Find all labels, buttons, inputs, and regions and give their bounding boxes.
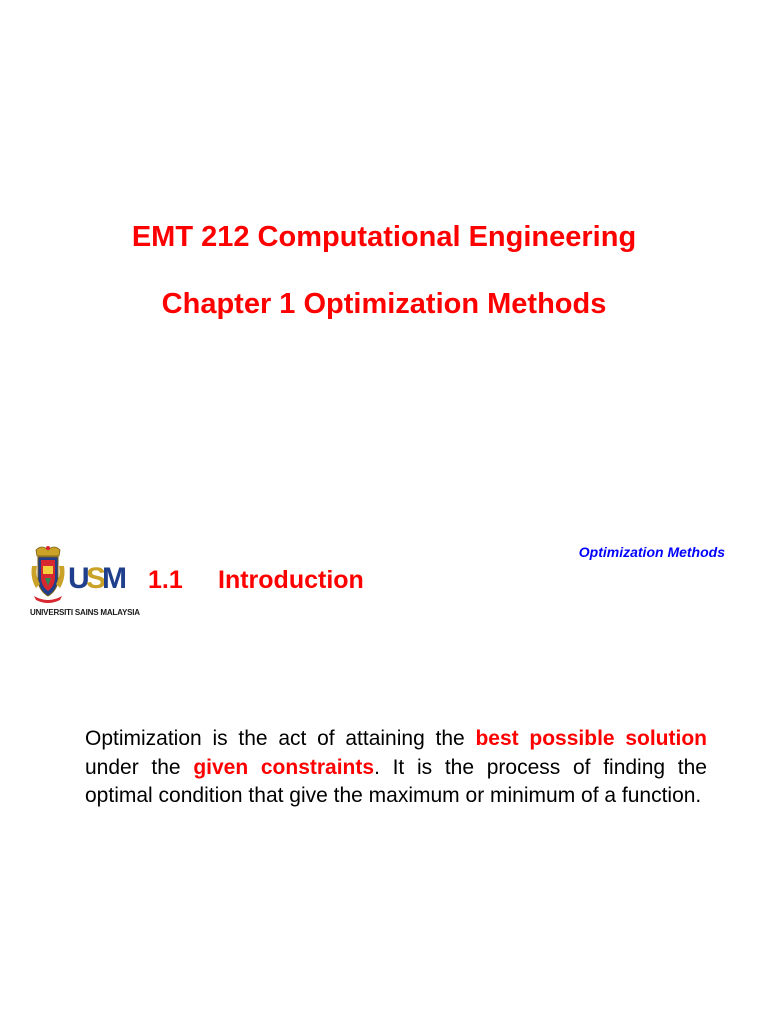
chapter-title: Chapter 1 Optimization Methods	[161, 288, 607, 320]
section-tag: Optimization Methods	[578, 544, 725, 560]
paragraph-text: under the	[85, 755, 194, 779]
usm-logo	[30, 544, 140, 622]
logo-caption: UNIVERSITI SAINS MALAYSIA	[30, 608, 140, 617]
course-title: EMT 212 Computational Engineering	[131, 221, 637, 253]
paragraph-text: Optimization is the act of attaining the	[85, 727, 476, 750]
usm-crest-logo-icon	[30, 544, 130, 608]
section-label: Introduction	[218, 566, 364, 594]
title-slide	[0, 0, 768, 490]
content-slide	[0, 525, 768, 1024]
svg-text:M: M	[102, 562, 125, 595]
section-heading	[148, 564, 364, 596]
intro-paragraph	[85, 725, 707, 811]
svg-text:U: U	[68, 562, 88, 595]
paragraph-text: . It is the process of finding the optimal condition that give the maximum or minimum of a function.	[85, 755, 707, 807]
highlight-best-possible-solution: best possible solution	[475, 727, 707, 750]
svg-text:S: S	[86, 562, 105, 595]
highlight-given-constraints: given constraints	[193, 755, 375, 779]
section-number: 1.1	[148, 566, 183, 594]
